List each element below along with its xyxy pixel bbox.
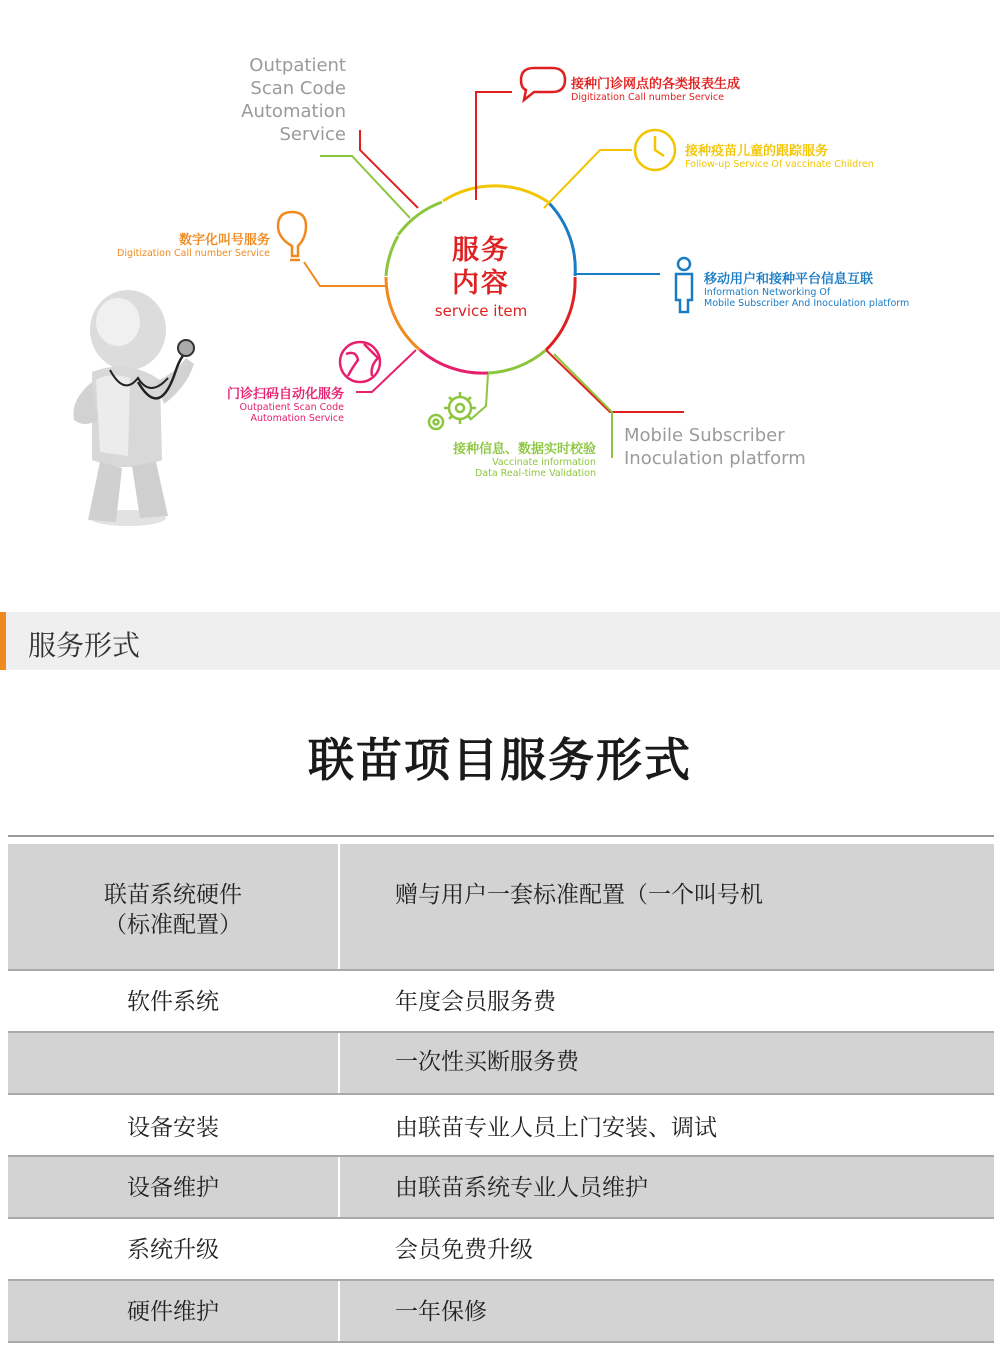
table-row bbox=[8, 971, 994, 1033]
section-title: 服务形式 bbox=[28, 629, 141, 662]
node-digital-call bbox=[100, 229, 270, 259]
node-title: 移动用户和接种平台信息互联 bbox=[704, 272, 874, 287]
node-subtitle: Automation Service bbox=[250, 413, 344, 424]
table-cell-value: 一次性买断服务费 bbox=[395, 1049, 579, 1075]
center-title-line2: 内容 bbox=[452, 268, 510, 299]
table-cell-item: 硬件维护 bbox=[127, 1299, 219, 1325]
table-cell-item: 设备维护 bbox=[127, 1175, 219, 1201]
column-divider bbox=[338, 1157, 340, 1217]
column-divider bbox=[338, 1281, 340, 1341]
node-title: 接种疫苗儿童的跟踪服务 bbox=[685, 144, 829, 159]
table-cell-item: 系统升级 bbox=[127, 1237, 219, 1263]
section-accent bbox=[0, 612, 6, 670]
node-subtitle: Data Real-time Validation bbox=[474, 468, 596, 479]
clock-icon bbox=[635, 130, 675, 170]
lightbulb-icon bbox=[278, 212, 306, 260]
node-title: 接种门诊网点的各类报表生成 bbox=[571, 77, 741, 92]
speech-bubble-icon bbox=[521, 68, 565, 100]
node-line: Service bbox=[279, 124, 346, 145]
node-line: Inoculation platform bbox=[624, 448, 806, 469]
table-row bbox=[8, 844, 994, 971]
node-mobile-inoculation bbox=[624, 424, 806, 470]
service-diagram bbox=[0, 0, 1000, 560]
node-title: 接种信息、数据实时校验 bbox=[452, 442, 596, 457]
center-subtitle: service item bbox=[434, 302, 528, 320]
node-mobile-network bbox=[704, 268, 909, 309]
column-divider bbox=[338, 844, 340, 969]
node-outpatient-scan-top bbox=[200, 54, 346, 146]
node-subtitle: Information Networking Of bbox=[704, 287, 831, 298]
table-cell-value: 由联苗系统专业人员维护 bbox=[395, 1175, 648, 1201]
node-followup bbox=[685, 140, 874, 170]
node-subtitle: Follow-up Service Of vaccinate Children bbox=[685, 159, 874, 170]
node-subtitle: Outpatient Scan Code bbox=[239, 402, 344, 413]
node-title: 门诊扫码自动化服务 bbox=[226, 387, 344, 402]
table-cell-item: 设备安装 bbox=[127, 1115, 219, 1141]
node-line: Outpatient bbox=[249, 55, 346, 76]
node-outpatient-auto bbox=[194, 383, 344, 424]
node-subtitle: Digitization Call number Service bbox=[117, 248, 270, 259]
node-realtime bbox=[420, 438, 596, 479]
node-call-report bbox=[571, 73, 740, 103]
node-subtitle: Mobile Subscriber And Inoculation platform bbox=[704, 298, 910, 309]
node-title: 数字化叫号服务 bbox=[178, 233, 270, 248]
table-top-border bbox=[8, 835, 994, 837]
page-title: 联苗项目服务形式 bbox=[308, 733, 692, 787]
table-cell-item: 软件系统 bbox=[127, 989, 219, 1015]
node-line: Mobile Subscriber bbox=[624, 425, 785, 446]
doctor-figure-illustration bbox=[73, 290, 194, 526]
person-icon bbox=[676, 258, 692, 312]
table-row bbox=[8, 1095, 994, 1157]
table-row bbox=[8, 1157, 994, 1219]
table-cell-value: 年度会员服务费 bbox=[395, 989, 556, 1015]
node-subtitle: Digitization Call number Service bbox=[571, 92, 724, 103]
gears-icon bbox=[429, 392, 476, 429]
column-divider bbox=[338, 1033, 340, 1093]
table-cell-item bbox=[8, 880, 338, 940]
table-cell-value: 赠与用户一套标准配置（一个叫号机 bbox=[395, 882, 763, 908]
node-line: Automation bbox=[241, 101, 346, 122]
table-cell-value: 会员免费升级 bbox=[395, 1237, 533, 1263]
cell-line: （标准配置） bbox=[104, 912, 242, 938]
globe-icon bbox=[340, 342, 380, 382]
node-line: Scan Code bbox=[250, 78, 346, 99]
section-header bbox=[0, 612, 1000, 670]
center-title-line1: 服务 bbox=[452, 235, 510, 266]
center-label bbox=[420, 234, 542, 322]
table-cell-value: 一年保修 bbox=[395, 1299, 487, 1325]
cell-line: 联苗系统硬件 bbox=[104, 882, 242, 908]
table-cell-value: 由联苗专业人员上门安装、调试 bbox=[395, 1115, 717, 1141]
table-row bbox=[8, 1219, 994, 1281]
table-row bbox=[8, 1033, 994, 1095]
node-subtitle: Vaccinate information bbox=[492, 457, 596, 468]
table-row bbox=[8, 1281, 994, 1343]
